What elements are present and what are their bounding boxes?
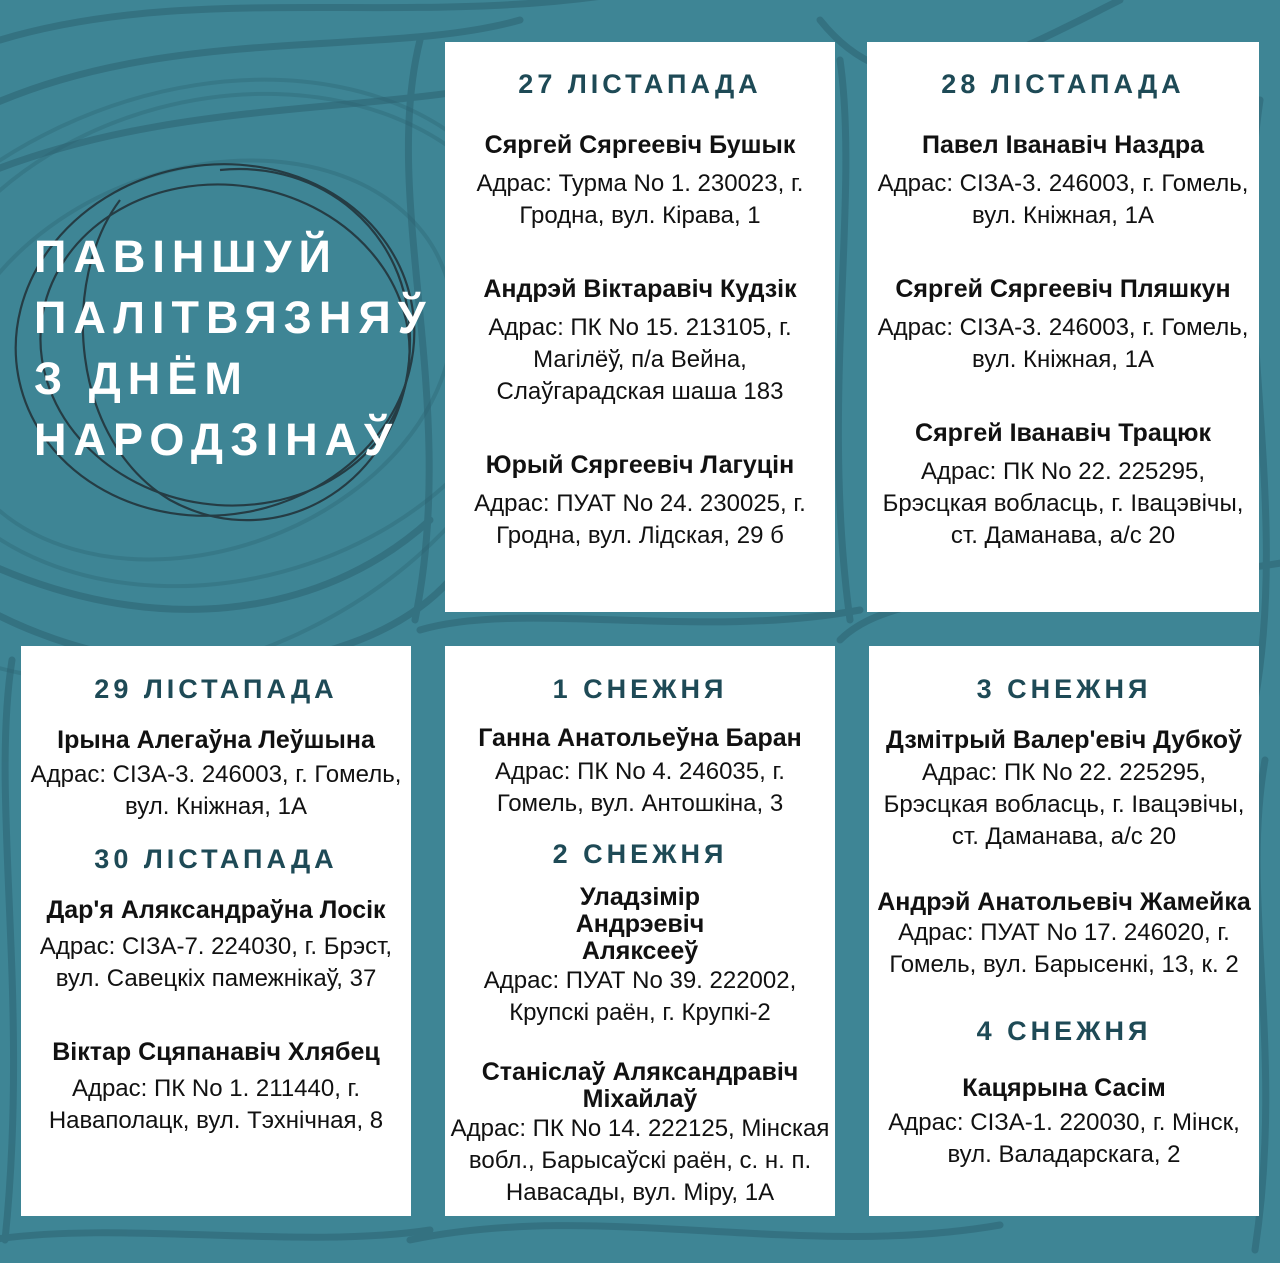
date-heading: 27 ЛІСТАПАДА	[518, 69, 762, 99]
address-line: вул. Кніжная, 1А	[972, 202, 1154, 229]
address-line: Наваполацк, вул. Тэхнічная, 8	[48, 1107, 384, 1134]
person-name: Андрэй Анатольевіч Жамейка	[877, 888, 1251, 916]
address-line: Крупскі раён, г. Крупкі-2	[509, 999, 771, 1026]
address-line: Адрас: ПУАТ No 24. 230025, г.	[474, 490, 806, 517]
card-dec-1-2	[445, 646, 835, 1216]
address-line: Адрас: СІЗА-3. 246003, г. Гомель,	[877, 170, 1249, 197]
person-entry	[869, 725, 1259, 853]
address-line: Адрас: ПУАТ No 17. 246020, г.	[898, 919, 1230, 946]
person-name: Ганна Анатольеўна Баран	[478, 724, 802, 752]
person-name: Павел Іванавіч Наздра	[921, 131, 1205, 159]
person-entry	[445, 274, 835, 408]
person-entry	[21, 895, 411, 995]
date-heading: 29 ЛІСТАПАДА	[94, 674, 338, 704]
card-nov-27	[445, 42, 835, 612]
date-heading: 2 СНЕЖНЯ	[552, 839, 728, 869]
address-line: Брэсцкая вобласць, г. Івацэвічы,	[883, 791, 1245, 818]
person-name: Дзмітрый Валер'евіч Дубкоў	[886, 726, 1242, 754]
address-line: вул. Кніжная, 1А	[125, 793, 307, 820]
person-entry	[869, 1073, 1259, 1171]
headline-line-3: З ДНЁМ	[34, 353, 249, 404]
address-line: Адрас: СІЗА-1. 220030, г. Мінск,	[888, 1109, 1240, 1136]
person-entry	[445, 725, 835, 820]
address-line: вул. Валадарскага, 2	[947, 1141, 1181, 1168]
address-line: Гродна, вул. Лідская, 29 б	[496, 522, 784, 549]
person-name: Сяргей Сяргеевіч Пляшкун	[895, 275, 1231, 303]
address-line: Адрас: ПК No 15. 213105, г.	[488, 314, 792, 341]
headline	[34, 226, 433, 470]
address-line: Гомель, вул. Барысенкі, 13, к. 2	[889, 951, 1239, 978]
person-name: Станіслаў Аляксандравіч Міхайлаў	[481, 1058, 799, 1113]
person-entry	[869, 887, 1259, 981]
person-entry	[867, 418, 1259, 552]
address-line: Навасады, вул. Міру, 1А	[505, 1179, 775, 1206]
address-line: Адрас: ПК No 1. 211440, г.	[71, 1075, 361, 1102]
person-entry	[445, 450, 835, 552]
address-line: ст. Даманава, а/с 20	[950, 522, 1176, 549]
person-entry	[445, 130, 835, 232]
date-heading: 1 СНЕЖНЯ	[552, 674, 728, 704]
person-name: Сяргей Іванавіч Трацюк	[915, 419, 1211, 447]
card-nov-28	[867, 42, 1259, 612]
person-name: Юрый Сяргеевіч Лагуцін	[485, 451, 795, 479]
person-name: Ірына Алегаўна Леўшына	[57, 726, 375, 754]
address-line: Брэсцкая вобласць, г. Івацэвічы,	[882, 490, 1244, 517]
person-name: Дар'я Аляксандраўна Лосік	[46, 896, 386, 924]
person-entry	[867, 130, 1259, 232]
date-heading: 4 СНЕЖНЯ	[976, 1016, 1152, 1046]
date-heading: 3 СНЕЖНЯ	[976, 674, 1152, 704]
person-name: Кацярына Сасім	[962, 1074, 1166, 1102]
card-nov-29-30	[21, 646, 411, 1216]
address-line: Гродна, вул. Кірава, 1	[519, 202, 761, 229]
person-name: Віктар Сцяпанавіч Хлябец	[52, 1038, 380, 1066]
address-line: Адрас: ПК No 22. 225295,	[920, 458, 1206, 485]
person-entry	[445, 1059, 835, 1209]
date-heading: 30 ЛІСТАПАДА	[94, 844, 338, 874]
address-line: вобл., Барысаўскі раён, с. н. п.	[468, 1147, 812, 1174]
headline-line-1: ПАВІНШУЙ	[34, 231, 338, 282]
person-entry	[21, 725, 411, 823]
date-heading: 28 ЛІСТАПАДА	[941, 69, 1185, 99]
headline-line-4: НАРОДЗІНАЎ	[34, 414, 400, 465]
address-line: Адрас: ПК No 22. 225295,	[921, 759, 1207, 786]
address-line: Гомель, вул. Антошкіна, 3	[496, 790, 784, 817]
card-dec-3-4	[869, 646, 1259, 1216]
person-name: Андрэй Віктаравіч Кудзік	[483, 275, 797, 303]
address-line: Магілёў, п/а Вейна,	[533, 346, 747, 373]
address-line: Адрас: ПК No 14. 222125, Мінская	[450, 1115, 830, 1142]
address-line: ст. Даманава, а/с 20	[951, 823, 1177, 850]
headline-line-2: ПАЛІТВЯЗНЯЎ	[34, 292, 433, 343]
address-line: Адрас: ПУАТ No 39. 222002,	[483, 967, 797, 994]
address-line: Адрас: Турма No 1. 230023, г.	[476, 170, 804, 197]
person-entry	[445, 884, 835, 1029]
address-line: вул. Кніжная, 1А	[972, 346, 1154, 373]
person-name: Уладзімір Андрэевіч Аляксееў	[575, 883, 705, 965]
person-entry	[867, 274, 1259, 376]
person-name: Сяргей Сяргеевіч Бушык	[484, 131, 796, 159]
address-line: Адрас: СІЗА-7. 224030, г. Брэст,	[39, 933, 393, 960]
address-line: вул. Савецкіх памежнікаў, 37	[55, 965, 377, 992]
address-line: Адрас: СІЗА-3. 246003, г. Гомель,	[877, 314, 1249, 341]
address-line: Адрас: СІЗА-3. 246003, г. Гомель,	[30, 761, 402, 788]
address-line: Адрас: ПК No 4. 246035, г.	[495, 758, 785, 785]
address-line: Слаўгарадская шаша 183	[496, 378, 784, 405]
person-entry	[21, 1037, 411, 1137]
